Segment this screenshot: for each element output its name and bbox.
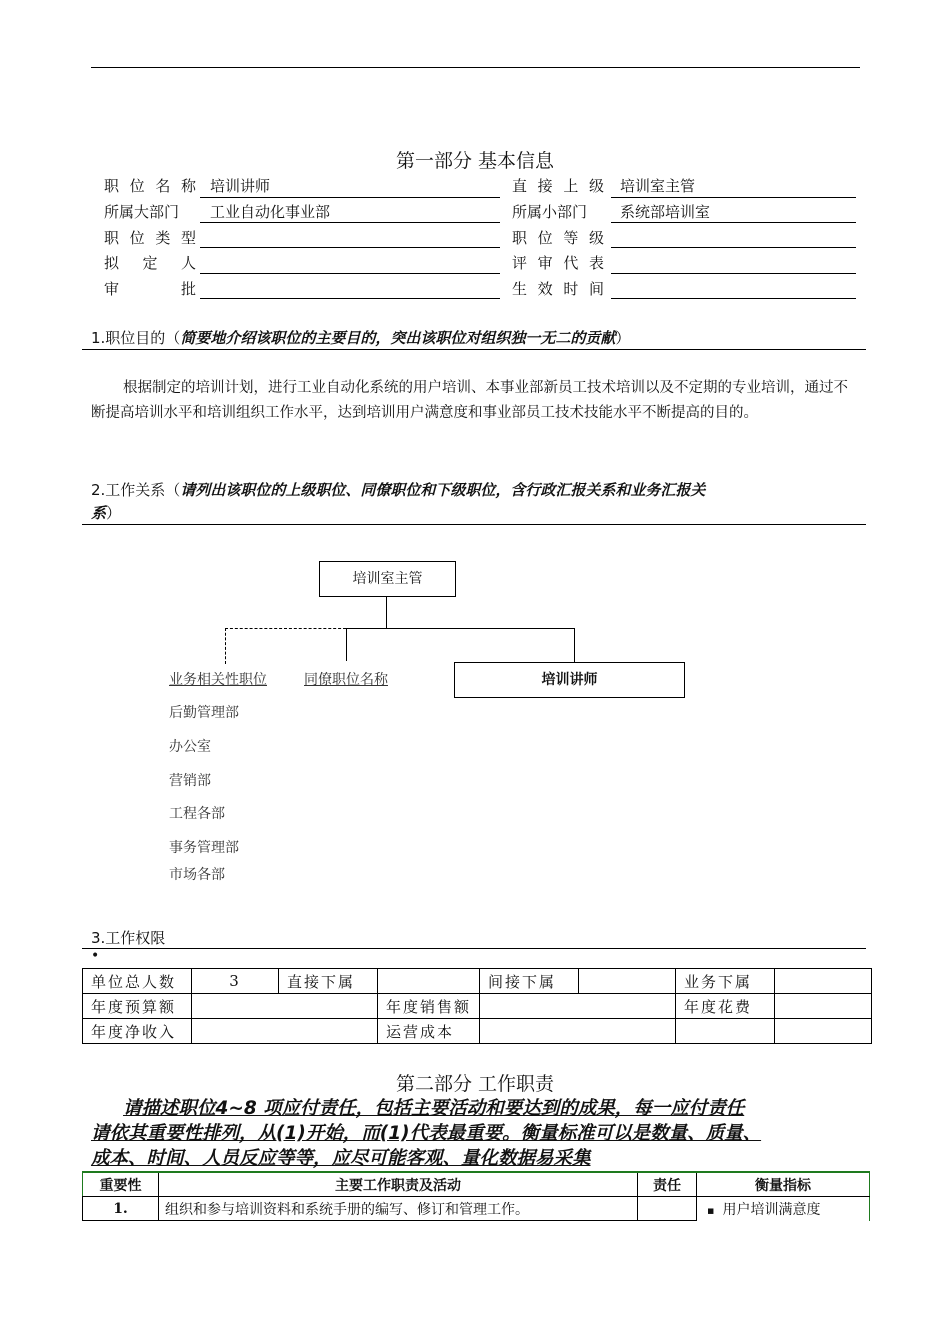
- list-item: 营销部: [169, 773, 211, 789]
- label-direct-superior: 直 接 上 级: [512, 177, 604, 195]
- related-positions-title: 业务相关性职位: [169, 672, 267, 688]
- label-department: 所属大部门: [104, 203, 180, 221]
- table-row: 年度净收入 运营成本: [83, 1019, 872, 1044]
- label-position-name: 职 位 名 称: [104, 177, 196, 195]
- label-drafter: 拟 定 人: [104, 254, 196, 272]
- list-item: 事务管理部: [169, 840, 239, 856]
- metric-text: 用户培训满意度: [722, 1201, 821, 1218]
- duties-table: [82, 1171, 870, 1221]
- table-header-row: 重要性 主要工作职责及活动 责任 衡量指标: [83, 1172, 870, 1197]
- section-2-heading: 2.工作关系（请列出该职位的上级职位、同僚职位和下级职位，含行政汇报关系和业务汇报关 系）: [91, 481, 706, 522]
- table-row: 1. 组织和参与培训资料和系统手册的编写、修订和管理工作。 ▪ 用户培训满意度: [83, 1197, 870, 1221]
- section-1-body: 根据制定的培训计划，进行工业自动化系统的用户培训、本事业部新员工技术培训以及不定期的专业培训，通过不断提高培训水平和培训组织工作水平，达到培训用户满意度和事业部员工技术技能水平不断提高的目的。: [91, 380, 848, 421]
- label-sub-department: 所属小部门: [512, 203, 588, 221]
- org-box-self: 培训讲师: [454, 662, 685, 698]
- list-item: 工程各部: [169, 806, 225, 822]
- part2-title: 第二部分 工作职责: [395, 1073, 555, 1095]
- bullet-mark: ▪: [707, 1203, 715, 1217]
- authority-table: [82, 968, 872, 1044]
- org-box-supervisor: 培训室主管: [319, 561, 456, 597]
- instructions: 请描述职位4~8 项应付责任，包括主要活动和要达到的成果，每一应付责任 请依其重要性排列，从(1)开始，而(1)代表最重要。衡量标准可以是数量、质量、 成本、时间、人员反应等等，应尽可能客观、量化数据易采集: [91, 1098, 762, 1169]
- list-item: 办公室: [169, 739, 211, 755]
- value-position-name: 培训讲师: [210, 177, 271, 195]
- list-item: 后勤管理部: [169, 705, 239, 721]
- label-effective-date: 生 效 时 间: [512, 280, 604, 298]
- value-sub-department: 系统部培训室: [620, 203, 711, 221]
- list-item: 市场各部: [169, 867, 225, 883]
- section-3-heading: 3.工作权限: [91, 929, 166, 947]
- table-row: 单位总人数 3 直接下属 间接下属 业务下属: [83, 969, 872, 994]
- header-rule: [91, 67, 860, 68]
- label-approval: 审 批: [104, 280, 196, 298]
- dashed-business-line: [225, 628, 346, 629]
- table-row: 年度预算额 年度销售额 年度花费: [83, 994, 872, 1019]
- label-position-type: 职 位 类 型: [104, 229, 196, 247]
- bullet-mark: •: [91, 948, 100, 964]
- value-department: 工业自动化事业部: [210, 203, 331, 221]
- label-review-rep: 评 审 代 表: [512, 254, 604, 272]
- section-1-heading: 1.职位目的（简要地介绍该职位的主要目的，突出该职位对组织独一无二的贡献）: [91, 329, 631, 347]
- label-position-level: 职 位 等 级: [512, 229, 604, 247]
- part1-title: 第一部分 基本信息: [395, 150, 555, 172]
- peer-positions-title: 同僚职位名称: [304, 672, 388, 688]
- value-direct-superior: 培训室主管: [620, 177, 696, 195]
